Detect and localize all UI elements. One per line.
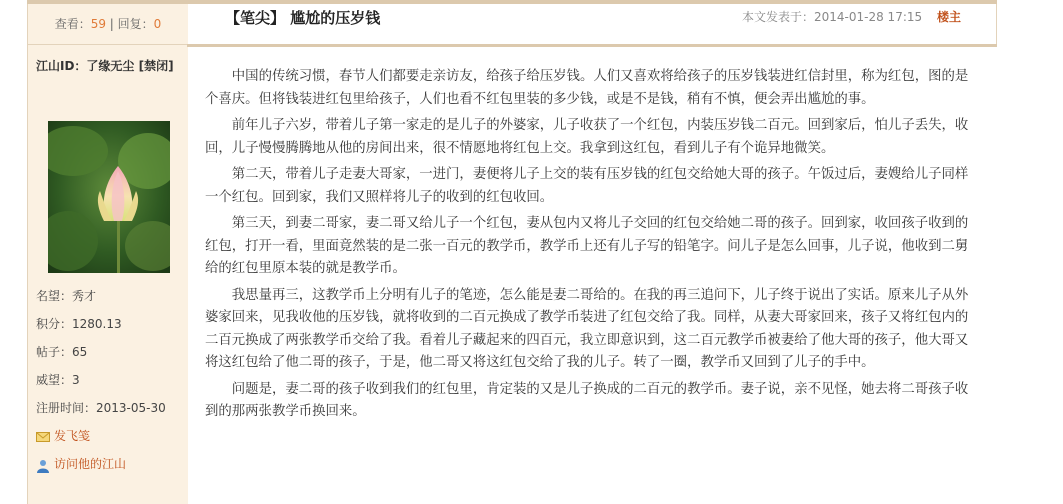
paragraph: 问题是，妻二哥的孩子收到我们的红包里，肯定装的又是儿子换成的二百元的教学币。妻子说，亲不见怪，她去将二哥孩子收到的那两张教学币换回来。 — [205, 381, 969, 419]
post-body — [205, 66, 975, 428]
visit-jiangshan-link[interactable] — [36, 455, 126, 472]
visit-jiangshan-label: 访问他的江山 — [54, 457, 127, 471]
user-icon — [36, 459, 50, 471]
profile-posts: 帖子：65 — [36, 345, 88, 359]
lotus-avatar-image — [48, 121, 170, 273]
paragraph: 前年儿子六岁，带着儿子第一家走的是儿子的外婆家，儿子收获了一个红包，内装压岁钱二百元。回到家后，怕儿子丢失，收回，儿子慢慢腾腾地从他的房间出来，很不情愿地将红包上交。我拿到这红包，看到儿子有个诡异地微笑。 — [205, 118, 969, 156]
header-divider — [187, 44, 997, 47]
stats-separator: | — [105, 17, 118, 31]
paragraph: 我思量再三，这教学币上分明有儿子的笔迹，怎么能是妻二哥给的。在我的再三追问下，儿子终于说出了实话。原来儿子从外婆家回来，见我收他的压岁钱，就将收到的二百元换成了教学币装进了红包交给了我。同样，从妻大哥家回来，孩子又将红包内的二百元换成了两张教学币交给了我。看着儿子藏起来的四百元，我立即意识到，这二百元教学币被妻给了他大哥的孩子，他大哥又将这红包给了他二哥的孩子，于是，他二哥又将这红包交给了我的儿子。转了一圈，教学币又回到了儿子的手中。 — [205, 287, 969, 370]
envelope-icon — [36, 431, 50, 443]
replies-label: 回复： — [117, 17, 154, 31]
profile-points: 积分：1280.13 — [36, 317, 122, 331]
paragraph: 中国的传统习惯，春节人们都要走亲访友，给孩子给压岁钱。人们又喜欢将给孩子的压岁钱装进红信封里，称为红包，图的是个喜庆。但将钱装进红包里给孩子，人们也看不红包里装的多少钱，或是不是钱，稍有不慎，便会弄出尴尬的事。 — [205, 69, 969, 107]
header-right-border — [996, 4, 997, 47]
post-title: 【笔尖】 尴尬的压岁钱 — [225, 9, 381, 27]
floor-owner-badge: 楼主 — [937, 10, 962, 24]
views-label: 查看： — [54, 17, 91, 31]
post-stats — [28, 4, 188, 45]
paragraph: 第三天，到妻二哥家，妻二哥又给儿子一个红包，妻从包内又将儿子交回的红包交给她二哥的孩子。回到家，收回孩子收到的红包，打开一看，里面竟然装的是二张一百元的教学币，教学币上还有儿子写的铅笔字。问儿子是怎么回事，儿子说，他收到二舅给的红包里原本装的就是教学币。 — [205, 216, 969, 276]
profile-register-date: 注册时间：2013-05-30 — [36, 401, 166, 415]
send-message-link[interactable] — [36, 427, 90, 444]
replies-count: 0 — [153, 17, 162, 31]
profile-prestige: 威望：3 — [36, 373, 80, 387]
views-count: 59 — [90, 17, 106, 31]
profile-reputation: 名望：秀才 — [36, 289, 97, 303]
paragraph: 第二天，带着儿子走妻大哥家，一进门，妻便将儿子上交的装有压岁钱的红包交给她大哥的孩子。午饭过后，妻嫂给儿子同样一个红包。回到家，我们又照样将儿子的收到的红包收回。 — [205, 167, 969, 205]
author-sidebar — [27, 4, 188, 504]
avatar[interactable] — [48, 121, 170, 273]
post-header — [187, 4, 997, 44]
publish-time: 本文发表于：2014-01-28 17:15 — [742, 10, 923, 24]
author-id[interactable]: 江山ID：了缘无尘 [禁闭] — [36, 59, 174, 73]
send-message-label: 发飞笺 — [54, 429, 91, 443]
